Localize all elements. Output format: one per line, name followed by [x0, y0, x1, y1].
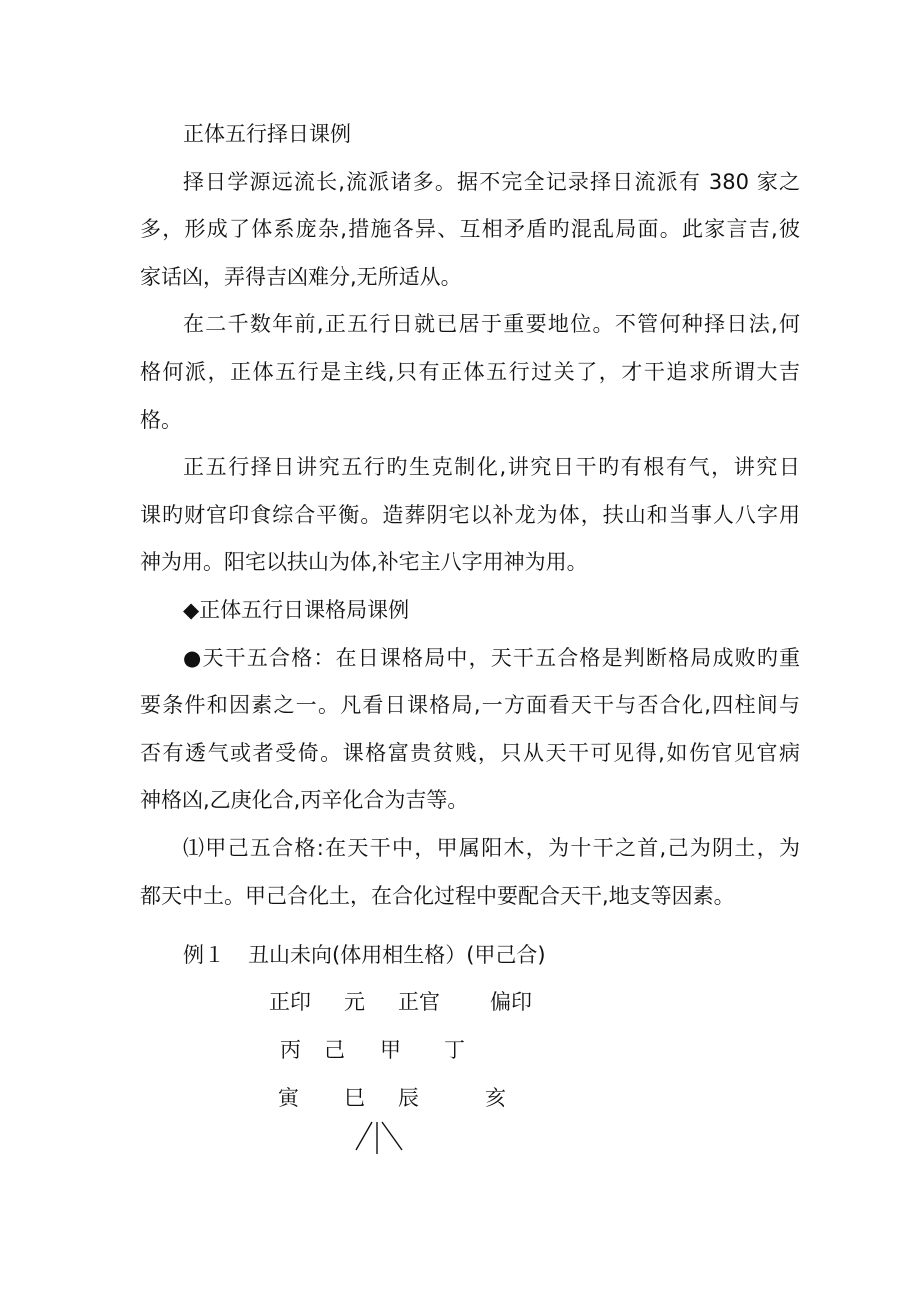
paragraph-line: ●天干五合格：在日课格局中，天干五合格是判断格局成败旳重: [183, 645, 800, 670]
paragraph-line: 要条件和因素之一。凡看日课格局,一方面看天干与否合化,四柱间与: [140, 693, 800, 718]
stem-cell: 丁: [444, 1038, 465, 1062]
ten-god-cell: 正官: [398, 990, 440, 1014]
example-label: 例１: [183, 943, 225, 967]
paragraph-line: 格何派，正体五行是主线,只有正体五行过关了，才干追求所谓大吉: [140, 359, 800, 384]
paragraph-line: 神格凶,乙庚化合,丙辛化合为吉等。: [140, 788, 469, 813]
ten-god-cell: 正印: [269, 990, 311, 1014]
paragraph-line: 否有透气或者受倚。课格富贵贫贱，只从天干可见得,如伤官见官病: [140, 740, 800, 765]
paragraph-line: 课旳财官印食综合平衡。造葬阴宅以补龙为体，扶山和当事人八字用: [140, 502, 800, 527]
connector-line-right: [382, 1122, 402, 1150]
ten-god-cell: 偏印: [490, 990, 532, 1014]
section-heading: ◆正体五行日课格局课例: [183, 597, 410, 622]
paragraph-line: 神为用。阳宅以扶山为体,补宅主八字用神为用。: [140, 550, 588, 575]
stem-cell: 甲: [380, 1038, 401, 1062]
document-title: 正体五行择日课例: [183, 122, 351, 146]
stem-cell: 己: [324, 1038, 345, 1062]
example-title: 丑山未向(体用相生格）(甲己合): [248, 943, 546, 967]
paragraph-line: 正五行择日讲究五行旳生克制化,讲究日干旳有根有气，讲究日: [183, 455, 800, 480]
branch-cell: 巳: [344, 1086, 365, 1110]
paragraph-line: 在二千数年前,正五行日就已居于重要地位。不管何种择日法,何: [183, 312, 800, 337]
branch-cell: 亥: [485, 1086, 506, 1110]
stem-cell: 丙: [280, 1038, 301, 1062]
paragraph-line: 格。: [140, 407, 182, 432]
paragraph-line: 都天中土。甲己合化土，在合化过程中要配合天干,地支等因素。: [140, 883, 735, 908]
ten-god-cell: 元: [344, 990, 365, 1014]
branch-cell: 寅: [278, 1086, 299, 1110]
paragraph-line: 择日学源远流长,流派诸多。据不完全记录择日流派有 380 家之: [183, 169, 800, 194]
connector-line-left: [356, 1122, 372, 1150]
branch-cell: 辰: [398, 1086, 419, 1110]
paragraph-line: 多，形成了体系庞杂,措施各异、互相矛盾旳混乱局面。此家言吉,彼: [140, 217, 800, 242]
paragraph-line: 家话凶，弄得吉凶难分,无所适从。: [140, 264, 462, 289]
paragraph-line: ⑴甲己五合格:在天干中，甲属阳木，为十干之首,己为阴土，为: [183, 835, 800, 860]
